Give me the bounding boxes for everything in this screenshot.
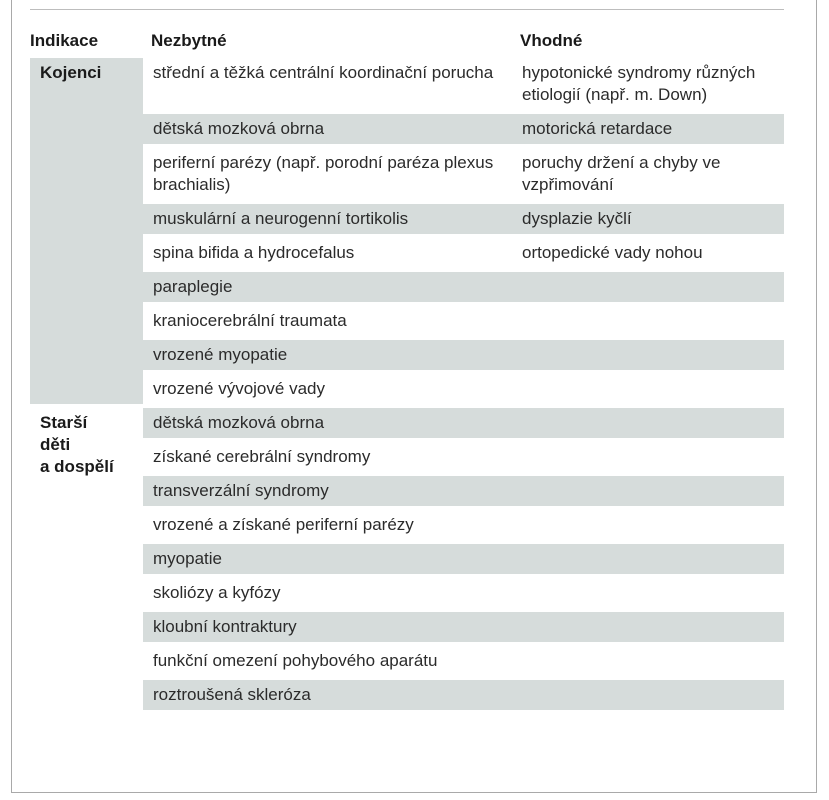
- cell-vhodne: [512, 408, 784, 438]
- cell-nezbytne: dětská mozková obrna: [143, 114, 512, 144]
- table-body: [30, 58, 784, 710]
- cell-vhodne: [512, 374, 784, 404]
- group-label-starsi: [30, 408, 143, 710]
- cell-nezbytne: kloubní kontraktury: [143, 612, 512, 642]
- cell-nezbytne: transverzální syndromy: [143, 476, 512, 506]
- cell-vhodne: [512, 578, 784, 608]
- cell-nezbytne: skoliózy a kyfózy: [153, 583, 281, 602]
- cell-nezbytne: periferní parézy (např. porodní paréza plexus brachialis): [153, 153, 494, 194]
- table-row: [30, 340, 784, 370]
- cell-nezbytne: získané cerebrální syndromy: [153, 447, 371, 466]
- cell-vhodne: hypotonické syndromy různých etiologií (např. m. Down): [522, 63, 756, 104]
- cell-nezbytne: střední a těžká centrální koordinační porucha: [153, 63, 494, 82]
- table-row: [30, 204, 784, 234]
- table-row: [30, 238, 784, 268]
- cell-nezbytne: funkční omezení pohybového aparátu: [153, 651, 438, 670]
- group-label-kojenci: [30, 58, 143, 404]
- table-row: [30, 374, 784, 404]
- table-row: [30, 114, 784, 144]
- cell-vhodne: [512, 544, 784, 574]
- cell-nezbytne: spina bifida a hydrocefalus: [153, 243, 355, 262]
- table-row: [30, 408, 784, 438]
- cell-nezbytne: muskulární a neurogenní tortikolis: [143, 204, 512, 234]
- table-row: [30, 680, 784, 710]
- cell-nezbytne: kraniocerebrální traumata: [153, 311, 347, 330]
- table-row: [30, 612, 784, 642]
- cell-vhodne: [512, 272, 784, 302]
- cell-nezbytne: myopatie: [143, 544, 512, 574]
- cell-vhodne: [512, 442, 784, 472]
- table-row: [30, 442, 784, 472]
- cell-vhodne: [512, 646, 784, 676]
- cell-vhodne: [512, 680, 784, 710]
- cell-vhodne: [512, 612, 784, 642]
- cell-nezbytne: paraplegie: [143, 272, 512, 302]
- table-row: [30, 148, 784, 200]
- top-rule: [30, 9, 784, 10]
- table-row: [30, 510, 784, 540]
- table-row: [30, 578, 784, 608]
- cell-nezbytne: dětská mozková obrna: [143, 408, 512, 438]
- cell-nezbytne: vrozené myopatie: [143, 340, 512, 370]
- column-header-nezbytne: Nezbytné: [151, 31, 227, 50]
- table-row: [30, 646, 784, 676]
- cell-vhodne: poruchy držení a chyby ve vzpřimování: [522, 153, 721, 194]
- indications-table: [30, 22, 784, 714]
- group-label-line: Starší: [40, 413, 88, 432]
- column-header-indikace: Indikace: [30, 31, 99, 50]
- group-label-text: Kojenci: [40, 63, 102, 82]
- group-label-line: děti: [40, 435, 71, 454]
- table-row: [30, 272, 784, 302]
- cell-vhodne: motorická retardace: [512, 114, 784, 144]
- table-row: [30, 306, 784, 336]
- header-row: [30, 26, 784, 54]
- table-row: [30, 544, 784, 574]
- cell-nezbytne: vrozené vývojové vady: [153, 379, 325, 398]
- cell-vhodne: ortopedické vady nohou: [522, 243, 703, 262]
- cell-nezbytne: vrozené a získané periferní parézy: [153, 515, 414, 534]
- cell-nezbytne: roztroušená skleróza: [143, 680, 512, 710]
- table-row: [30, 58, 784, 110]
- table-row: [30, 476, 784, 506]
- column-header-vhodne: Vhodné: [520, 31, 583, 50]
- group-label-line: a dospělí: [40, 457, 114, 476]
- cell-vhodne: [512, 340, 784, 370]
- cell-vhodne: [512, 510, 784, 540]
- cell-vhodne: [512, 306, 784, 336]
- cell-vhodne: dysplazie kyčlí: [512, 204, 784, 234]
- cell-vhodne: [512, 476, 784, 506]
